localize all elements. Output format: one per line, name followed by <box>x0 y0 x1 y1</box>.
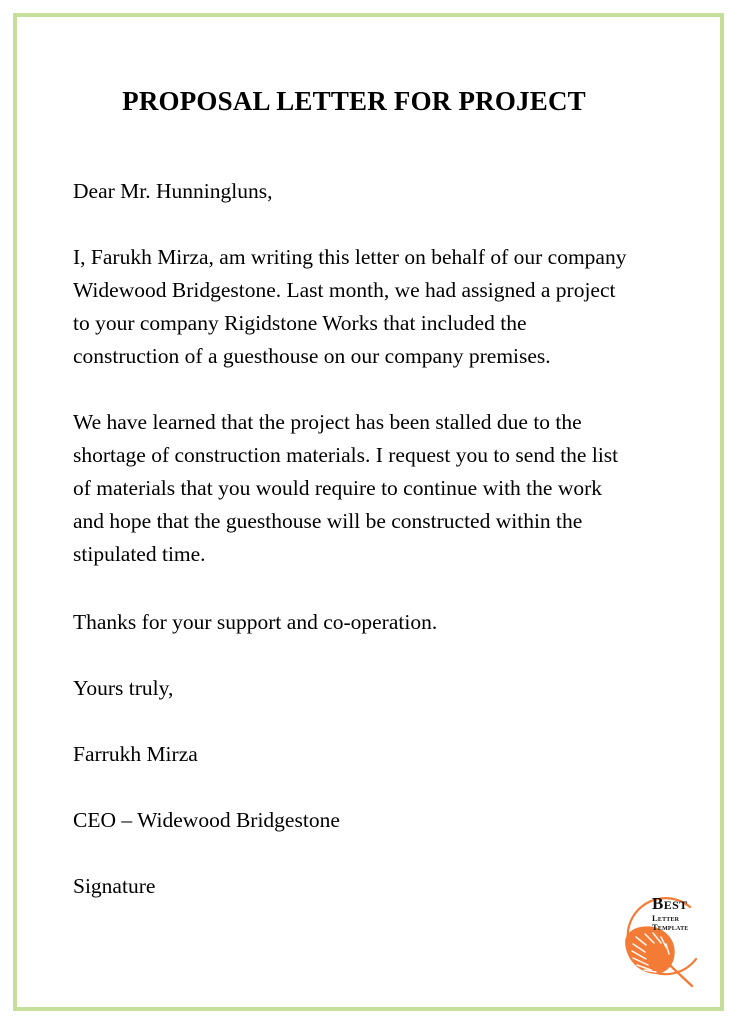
closing-signature-label: Signature <box>73 874 156 898</box>
closing-sender-name: Farrukh Mirza <box>73 742 198 766</box>
body-paragraph-1: I, Farukh Mirza, am writing this letter on behalf of our company Widewood Bridgestone. Last month, we had assigned a project to your company Rigidstone Works that included the construction of a guesthouse on our company premises. <box>73 245 627 368</box>
brand-logo <box>612 893 712 988</box>
logo-wordmark <box>652 895 714 931</box>
closing-valediction: Yours truly, <box>73 676 174 700</box>
logo-tagline-text: Letter Template <box>652 913 689 932</box>
closing-sender-title: CEO – Widewood Bridgestone <box>73 808 340 832</box>
body-paragraph-2: We have learned that the project has been stalled due to the shortage of construction materials. I request you to send the list of materials that you would require to continue with the work and hope that the guesthouse will be constructed within the stipulated time. <box>73 410 619 566</box>
logo-brand-text: Best <box>652 894 688 913</box>
letter-content <box>73 0 635 903</box>
thanks-line: Thanks for your support and co-operation. <box>73 610 438 634</box>
salutation-line: Dear Mr. Hunningluns, <box>73 179 273 203</box>
page-title: PROPOSAL LETTER FOR PROJECT <box>122 86 586 116</box>
